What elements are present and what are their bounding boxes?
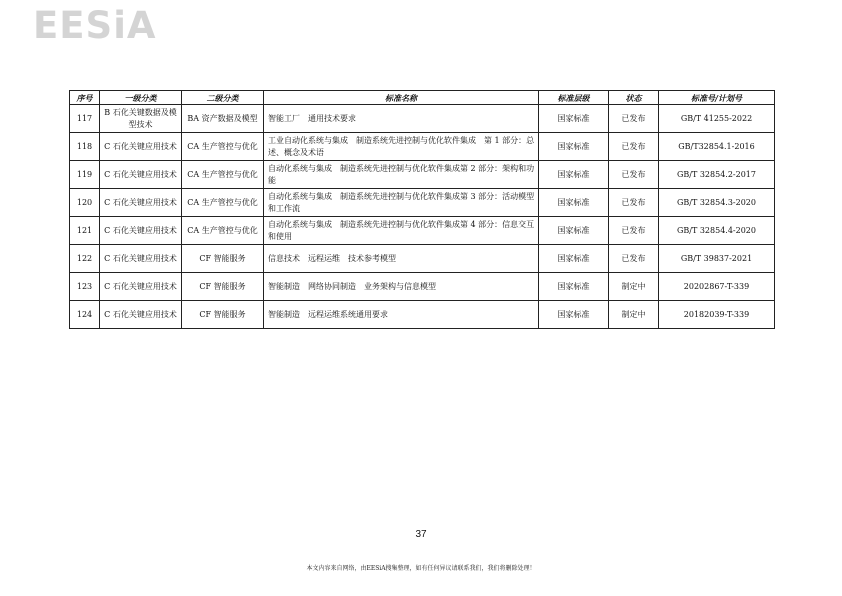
cell-standard-level: 国家标准 <box>539 105 609 133</box>
cell-primary-category: B 石化关键数据及模型技术 <box>100 105 182 133</box>
cell-index: 123 <box>70 273 100 301</box>
table-row <box>70 161 775 189</box>
cell-index: 120 <box>70 189 100 217</box>
cell-secondary-category: CA 生产管控与优化 <box>182 133 264 161</box>
cell-secondary-category: CA 生产管控与优化 <box>182 189 264 217</box>
table-header-row <box>70 91 775 105</box>
table-row <box>70 189 775 217</box>
table-row <box>70 273 775 301</box>
cell-standard-name: 智能制造 网络协同制造 业务架构与信息模型 <box>264 273 539 301</box>
cell-standard-number: 20182039-T-339 <box>659 301 775 329</box>
cell-status: 已发布 <box>609 245 659 273</box>
col-header-standard-level: 标准层级 <box>539 91 609 105</box>
cell-status: 已发布 <box>609 105 659 133</box>
cell-standard-name: 智能工厂 通用技术要求 <box>264 105 539 133</box>
cell-index: 118 <box>70 133 100 161</box>
page-number: 37 <box>415 529 427 540</box>
cell-primary-category: C 石化关键应用技术 <box>100 133 182 161</box>
cell-index: 121 <box>70 217 100 245</box>
cell-index: 119 <box>70 161 100 189</box>
cell-standard-name: 信息技术 远程运维 技术参考模型 <box>264 245 539 273</box>
col-header-index: 序号 <box>70 91 100 105</box>
cell-standard-number: GB/T 32854.4-2020 <box>659 217 775 245</box>
cell-standard-number: GB/T32854.1-2016 <box>659 133 775 161</box>
cell-secondary-category: CF 智能服务 <box>182 273 264 301</box>
cell-status: 制定中 <box>609 273 659 301</box>
cell-standard-number: 20202867-T-339 <box>659 273 775 301</box>
cell-standard-level: 国家标准 <box>539 133 609 161</box>
cell-status: 已发布 <box>609 133 659 161</box>
cell-standard-name: 自动化系统与集成 制造系统先进控制与优化软件集成第 3 部分：活动模型和工作流 <box>264 189 539 217</box>
col-header-status: 状态 <box>609 91 659 105</box>
footer-disclaimer: 本文内容来自网络，由EESiA搜集整理，如有任何异议请联系我们，我们将删除处理！ <box>306 565 536 572</box>
cell-standard-number: GB/T 32854.2-2017 <box>659 161 775 189</box>
cell-primary-category: C 石化关键应用技术 <box>100 161 182 189</box>
cell-standard-level: 国家标准 <box>539 189 609 217</box>
cell-standard-number: GB/T 41255-2022 <box>659 105 775 133</box>
table-row <box>70 133 775 161</box>
cell-status: 已发布 <box>609 189 659 217</box>
table-row <box>70 105 775 133</box>
cell-status: 制定中 <box>609 301 659 329</box>
cell-status: 已发布 <box>609 161 659 189</box>
cell-secondary-category: CF 智能服务 <box>182 245 264 273</box>
cell-index: 117 <box>70 105 100 133</box>
cell-standard-number: GB/T 32854.3-2020 <box>659 189 775 217</box>
cell-secondary-category: BA 资产数据及模型 <box>182 105 264 133</box>
eesia-logo: EESiA <box>33 4 157 47</box>
cell-primary-category: C 石化关键应用技术 <box>100 301 182 329</box>
cell-status: 已发布 <box>609 217 659 245</box>
cell-standard-name: 工业自动化系统与集成 制造系统先进控制与优化软件集成 第 1 部分：总述、概念及术语 <box>264 133 539 161</box>
cell-standard-level: 国家标准 <box>539 217 609 245</box>
cell-primary-category: C 石化关键应用技术 <box>100 217 182 245</box>
cell-index: 122 <box>70 245 100 273</box>
cell-standard-level: 国家标准 <box>539 273 609 301</box>
cell-standard-number: GB/T 39837-2021 <box>659 245 775 273</box>
cell-primary-category: C 石化关键应用技术 <box>100 245 182 273</box>
col-header-standard-name: 标准名称 <box>264 91 539 105</box>
cell-secondary-category: CA 生产管控与优化 <box>182 161 264 189</box>
cell-secondary-category: CA 生产管控与优化 <box>182 217 264 245</box>
cell-standard-level: 国家标准 <box>539 161 609 189</box>
cell-secondary-category: CF 智能服务 <box>182 301 264 329</box>
cell-standard-level: 国家标准 <box>539 301 609 329</box>
table-row <box>70 217 775 245</box>
cell-standard-name: 自动化系统与集成 制造系统先进控制与优化软件集成第 2 部分：架构和功能 <box>264 161 539 189</box>
cell-standard-name: 自动化系统与集成 制造系统先进控制与优化软件集成第 4 部分：信息交互和使用 <box>264 217 539 245</box>
col-header-standard-number: 标准号/计划号 <box>659 91 775 105</box>
cell-primary-category: C 石化关键应用技术 <box>100 189 182 217</box>
cell-primary-category: C 石化关键应用技术 <box>100 273 182 301</box>
cell-standard-name: 智能制造 远程运维系统通用要求 <box>264 301 539 329</box>
standards-table <box>69 90 775 329</box>
cell-standard-level: 国家标准 <box>539 245 609 273</box>
cell-index: 124 <box>70 301 100 329</box>
table-row <box>70 301 775 329</box>
table-row <box>70 245 775 273</box>
col-header-secondary-category: 二级分类 <box>182 91 264 105</box>
col-header-primary-category: 一级分类 <box>100 91 182 105</box>
